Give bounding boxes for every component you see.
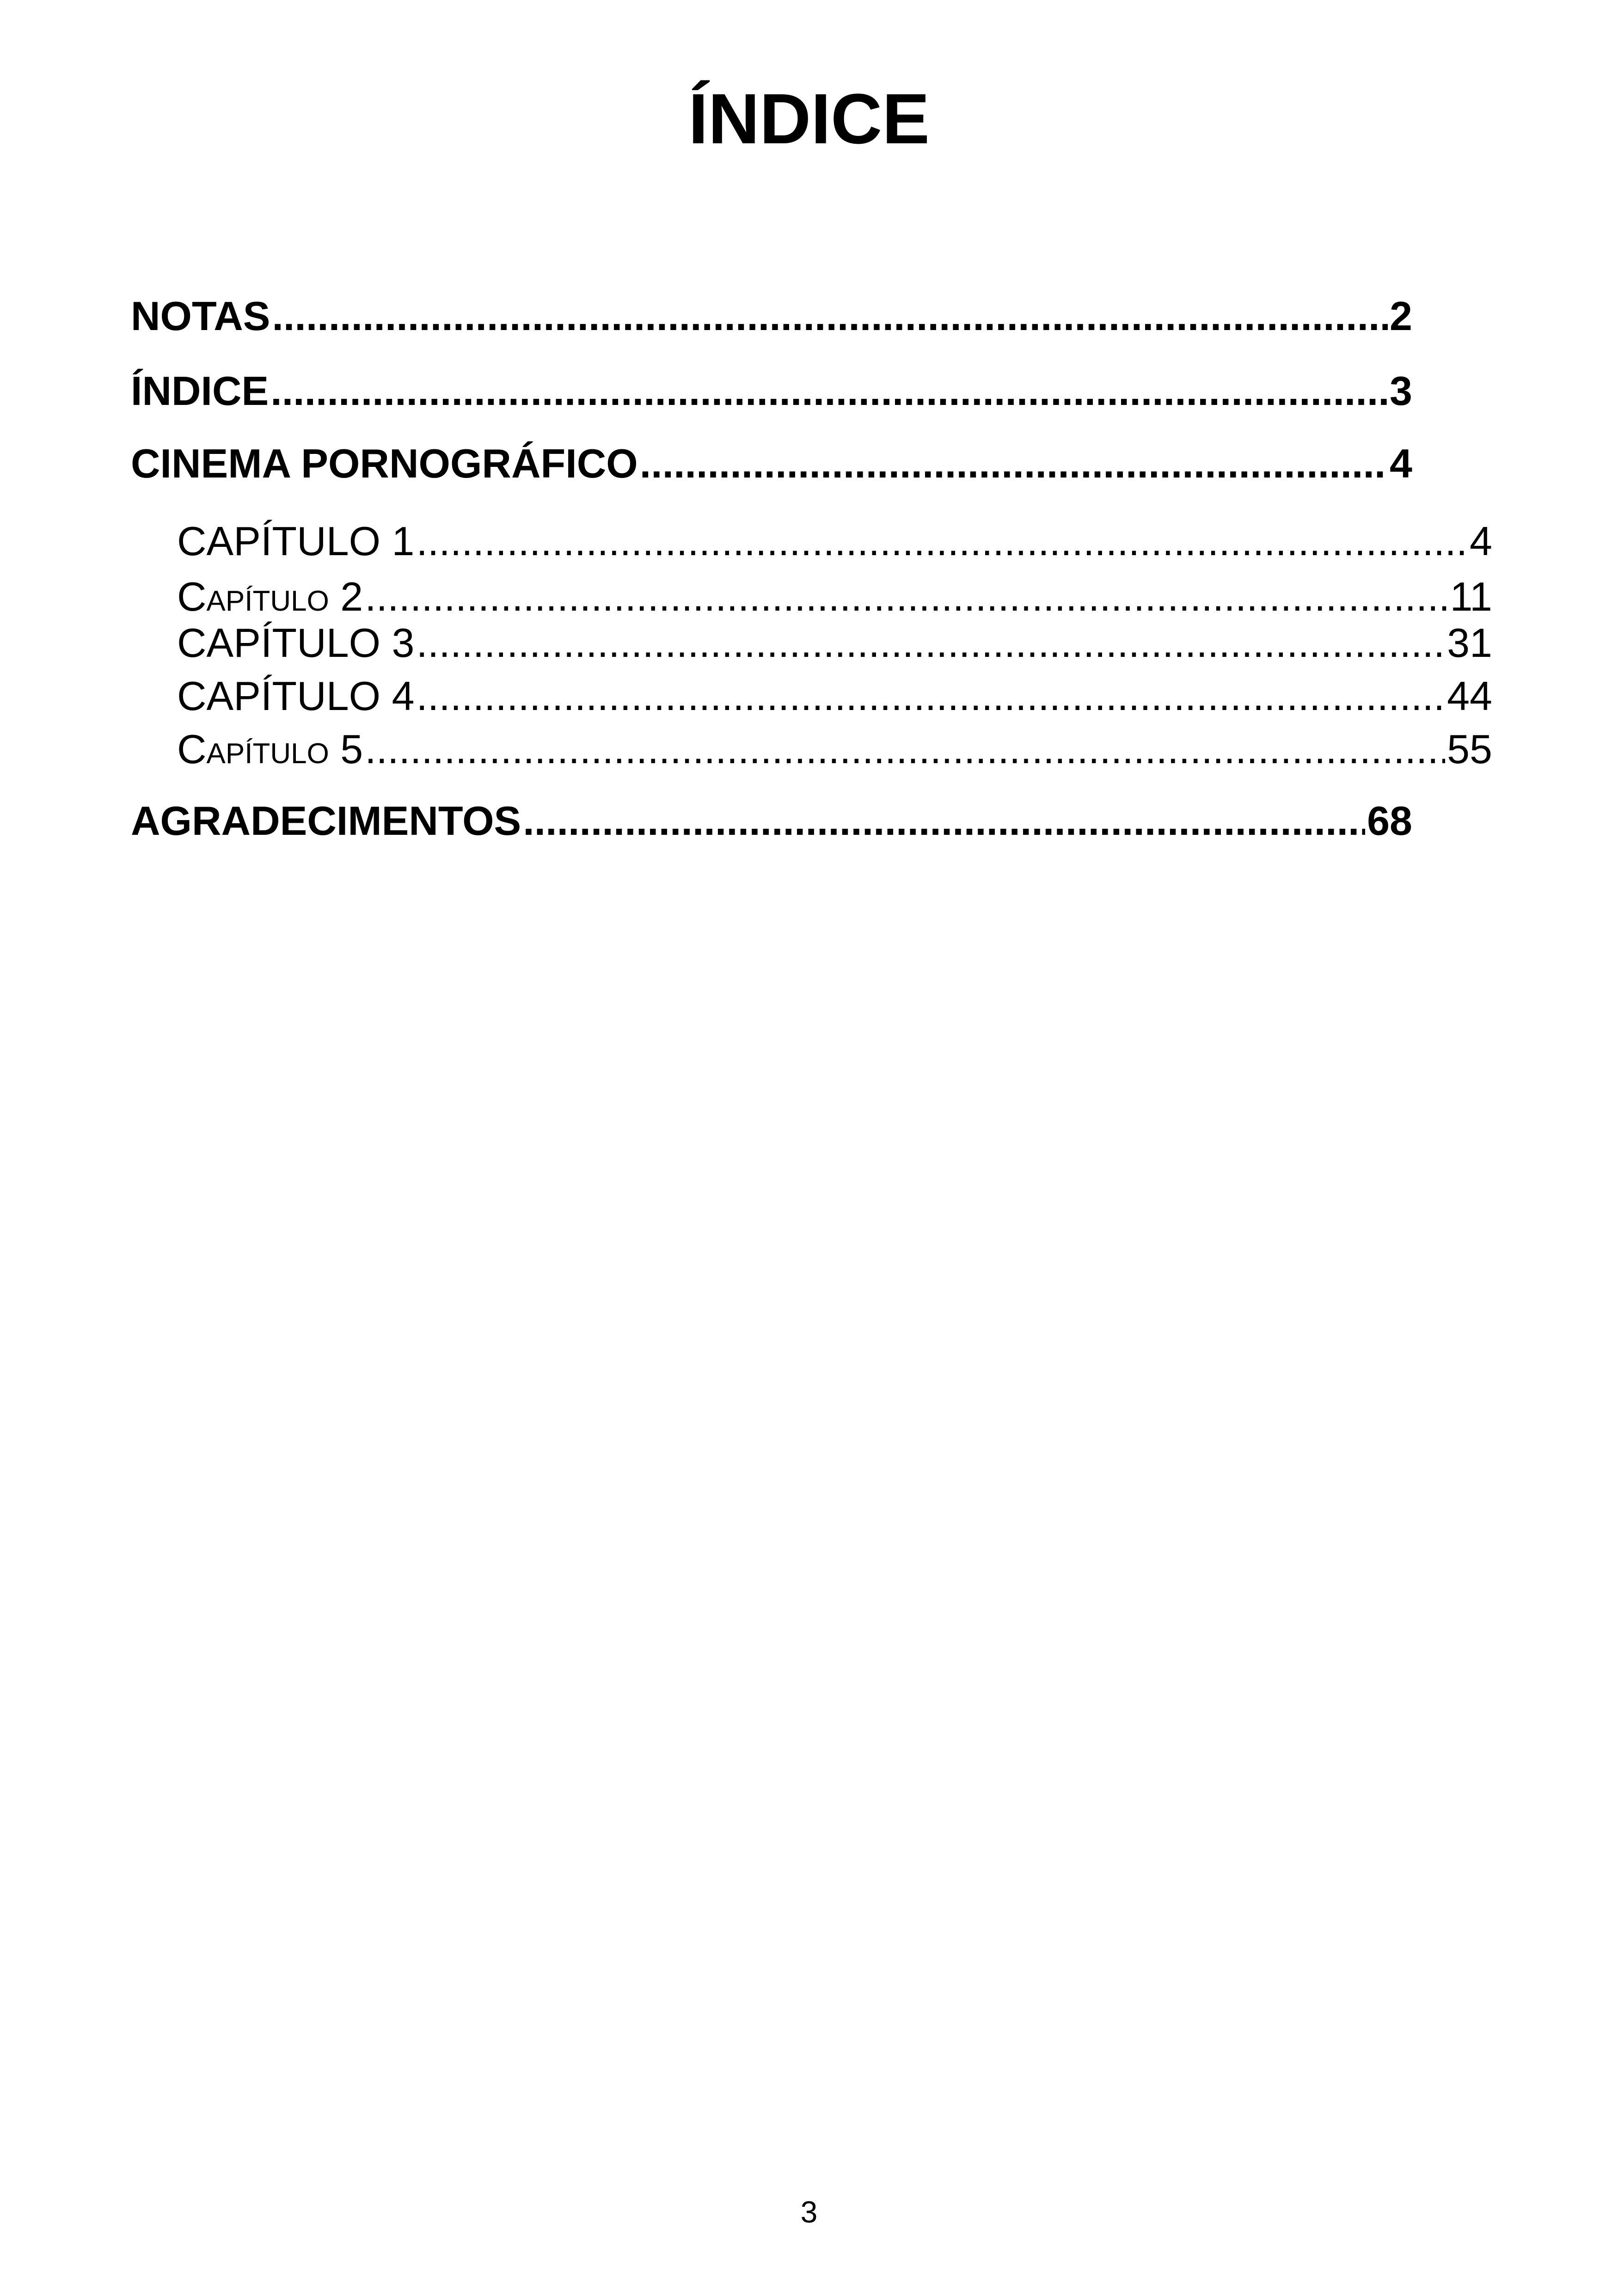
dot-leader: [365, 726, 1445, 772]
toc-entry-label: CAPÍTULO 1: [177, 518, 415, 564]
toc-entry-label: Capítulo 5: [177, 726, 363, 772]
toc-entry-label: NOTAS: [131, 293, 270, 339]
toc-entry-page: 31: [1447, 620, 1492, 666]
toc-entry-page: 2: [1390, 293, 1412, 339]
toc-entry-label: CINEMA PORNOGRÁFICO: [131, 441, 638, 486]
dot-leader: [272, 293, 1388, 339]
toc-entry-page: 11: [1450, 574, 1492, 619]
toc-entry-capitulo-1[interactable]: [177, 518, 1492, 564]
dot-leader: [640, 440, 1388, 487]
toc-entry-label: AGRADECIMENTOS: [131, 798, 521, 844]
toc-entry-label: ÍNDICE: [131, 368, 269, 414]
toc-entry-label: CAPÍTULO 4: [177, 673, 415, 719]
toc-entry-label: Capítulo 2: [177, 574, 363, 619]
toc-entry-page: 4: [1390, 441, 1412, 486]
toc-entry-capitulo-5[interactable]: [177, 726, 1492, 772]
toc-entry-label: CAPÍTULO 3: [177, 620, 415, 666]
page-number: 3: [800, 2195, 818, 2229]
toc-entry-page: 55: [1447, 726, 1492, 772]
toc-entry-capitulo-4[interactable]: [177, 673, 1492, 719]
dot-leader: [416, 673, 1445, 719]
toc-entry-notas[interactable]: [131, 293, 1412, 339]
toc-entry-page: 44: [1447, 673, 1492, 719]
dot-leader: [523, 797, 1365, 844]
toc-entry-page: 68: [1367, 798, 1412, 844]
toc-entry-indice[interactable]: [131, 367, 1412, 414]
toc-entry-page: 3: [1390, 368, 1412, 414]
toc-entry-capitulo-3[interactable]: [177, 619, 1492, 666]
toc-entry-page: 4: [1470, 518, 1492, 564]
dot-leader: [270, 367, 1388, 414]
page-title: ÍNDICE: [688, 79, 930, 159]
dot-leader: [416, 518, 1468, 564]
dot-leader: [365, 573, 1448, 620]
toc-entry-capitulo-2[interactable]: [177, 573, 1492, 620]
dot-leader: [416, 619, 1445, 666]
toc-entry-agradecimentos[interactable]: [131, 797, 1412, 844]
toc-entry-cinema-pornografico[interactable]: [131, 440, 1412, 487]
